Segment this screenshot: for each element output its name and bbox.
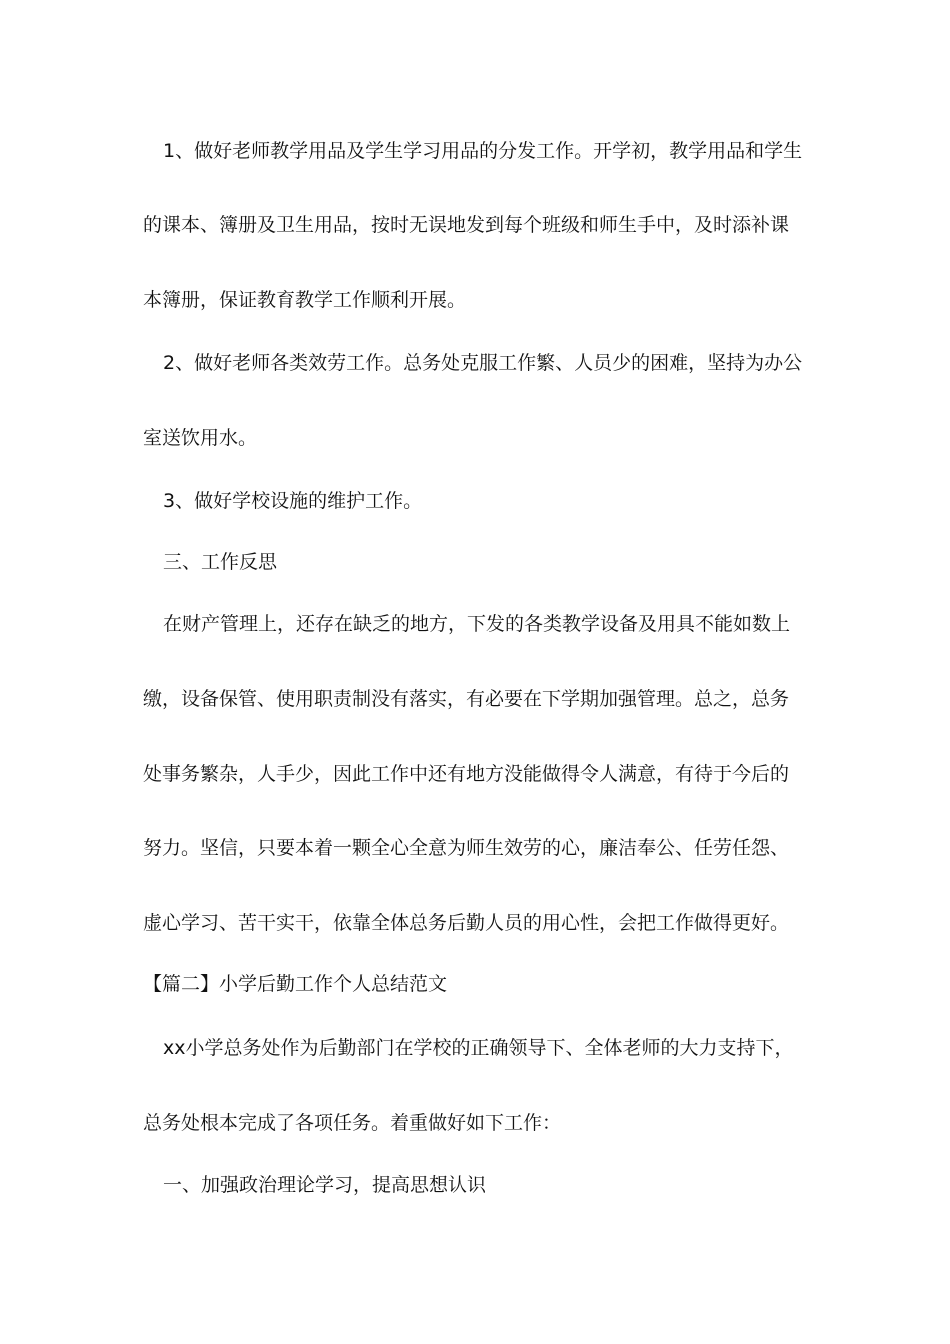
reflection-line5: 虚心学习、苦干实干，依靠全体总务后勤人员的用心性，会把工作做得更好。	[143, 912, 790, 934]
section-heading-political-study: 一、加强政治理论学习，提高思想认识	[163, 1174, 487, 1196]
article-two-intro-line2: 总务处根本完成了各项任务。着重做好如下工作：	[143, 1112, 562, 1134]
reflection-line2: 缴，设备保管、使用职责制没有落实，有必要在下学期加强管理。总之，总务	[143, 688, 790, 710]
item1-line1: 1、做好老师教学用品及学生学习用品的分发工作。开学初，教学用品和学生	[163, 140, 803, 162]
article-two-title: 【篇二】小学后勤工作个人总结范文	[143, 973, 448, 995]
reflection-line4: 努力。坚信，只要本着一颗全心全意为师生效劳的心，廉洁奉公、任劳任怨、	[143, 837, 790, 859]
section-heading-reflection: 三、工作反思	[163, 551, 278, 573]
item2-line2: 室送饮用水。	[143, 427, 258, 449]
reflection-line1: 在财产管理上，还存在缺乏的地方，下发的各类教学设备及用具不能如数上	[163, 613, 791, 635]
reflection-line3: 处事务繁杂，人手少，因此工作中还有地方没能做得令人满意，有待于今后的	[143, 763, 790, 785]
item1-line3: 本簿册，保证教育教学工作顺利开展。	[143, 289, 467, 311]
item1-line2: 的课本、簿册及卫生用品，按时无误地发到每个班级和师生手中，及时添补课	[143, 214, 790, 236]
item3-line1: 3、做好学校设施的维护工作。	[163, 490, 423, 512]
article-two-intro-line1: xx小学总务处作为后勤部门在学校的正确领导下、全体老师的大力支持下，	[163, 1037, 794, 1059]
item2-line1: 2、做好老师各类效劳工作。总务处克服工作繁、人员少的困难，坚持为办公	[163, 352, 803, 374]
